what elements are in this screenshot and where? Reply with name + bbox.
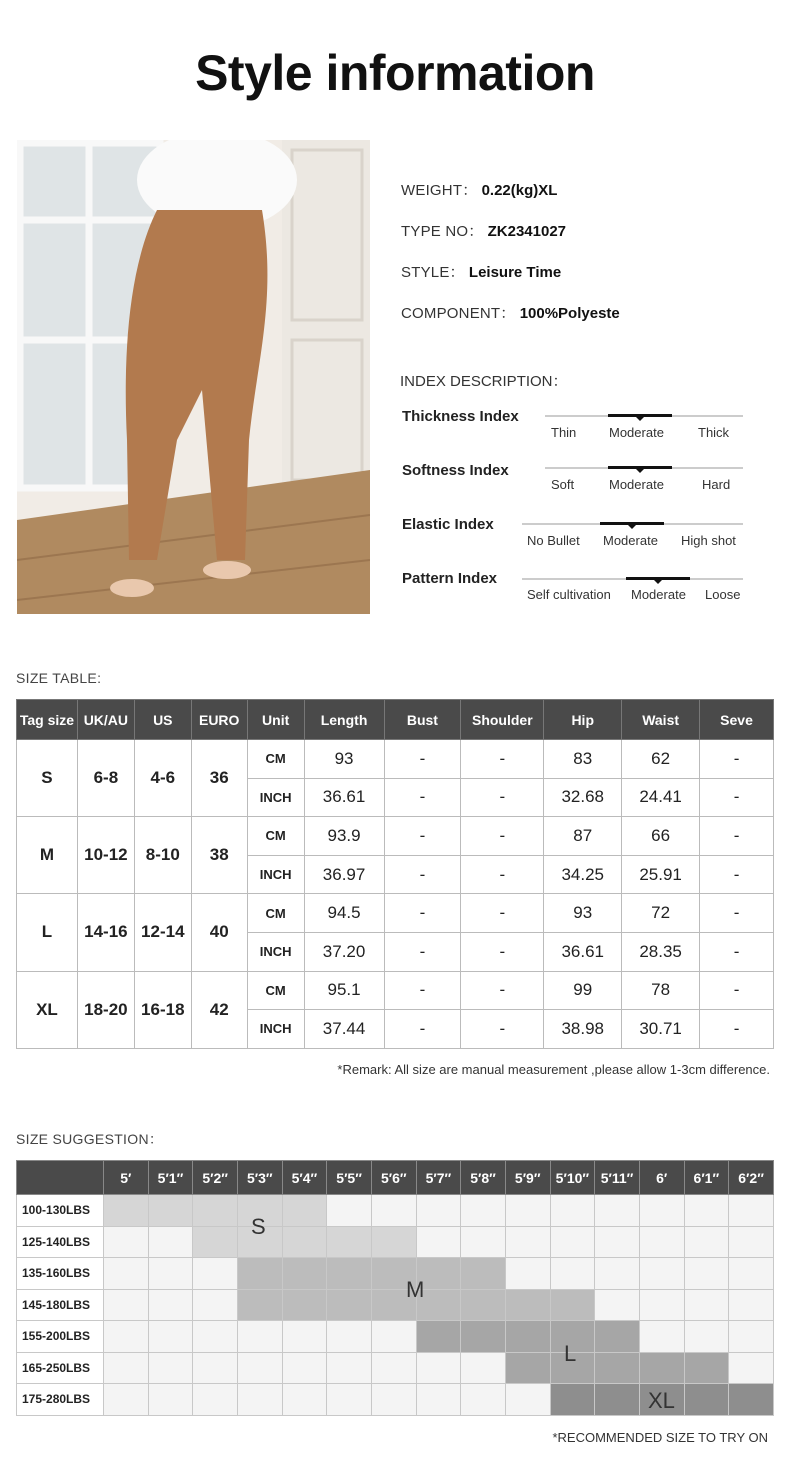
us-cell: 4-6: [134, 740, 191, 817]
measure-cell: -: [461, 894, 544, 933]
size-zone-cell: [461, 1258, 506, 1290]
header-waist: Waist: [622, 700, 700, 740]
weight-label: 125-140LBS: [17, 1226, 104, 1258]
size-zone-cell: [505, 1289, 550, 1321]
measure-cell: -: [461, 971, 544, 1010]
softness-option-soft: Soft: [551, 477, 575, 492]
euro-cell: 40: [191, 894, 247, 971]
elastic-option-moderate: Moderate: [603, 533, 658, 548]
empty-cell: [148, 1226, 193, 1258]
info-component: [401, 302, 620, 323]
header-uk-au: UK/AU: [77, 700, 134, 740]
elastic-index-pointer-icon: [628, 525, 636, 529]
height-header: 5′9″: [505, 1161, 550, 1195]
us-cell: 8-10: [134, 817, 191, 894]
empty-cell: [639, 1321, 684, 1353]
softness-option-hard: Hard: [702, 477, 731, 492]
size-zone-cell: [327, 1226, 372, 1258]
table-row: [17, 1195, 774, 1227]
measure-cell: 62: [622, 740, 700, 779]
measure-cell: 24.41: [622, 778, 700, 817]
header-us: US: [134, 700, 191, 740]
height-header: 5′8″: [461, 1161, 506, 1195]
euro-cell: 38: [191, 817, 247, 894]
size-remark: *Remark: All size are manual measurement ,please allow 1-3cm difference.: [337, 1062, 770, 1077]
empty-cell: [416, 1352, 461, 1384]
empty-cell: [639, 1258, 684, 1290]
size-zone-cell: [461, 1289, 506, 1321]
uk-au-cell: 18-20: [77, 971, 134, 1048]
measure-cell: 28.35: [622, 932, 700, 971]
empty-cell: [104, 1226, 149, 1258]
empty-cell: [282, 1384, 327, 1416]
thickness-index-label: Thickness Index: [402, 408, 519, 425]
empty-cell: [193, 1289, 238, 1321]
info-style-value: Leisure Time: [468, 264, 562, 281]
index-description-title: INDEX DESCRIPTION：: [400, 373, 568, 390]
size-table-header-row: [17, 700, 774, 740]
measure-cell: -: [700, 1010, 774, 1049]
measure-cell: -: [700, 740, 774, 779]
empty-cell: [505, 1226, 550, 1258]
empty-cell: [237, 1321, 282, 1353]
info-style: [401, 261, 561, 282]
unit-cell: CM: [247, 740, 304, 779]
size-zone-cell: [282, 1226, 327, 1258]
empty-cell: [550, 1195, 595, 1227]
table-row: [17, 1352, 774, 1384]
us-cell: 16-18: [134, 971, 191, 1048]
size-zone-cell: [505, 1352, 550, 1384]
measure-cell: -: [461, 855, 544, 894]
product-photo: [17, 140, 370, 614]
empty-cell: [684, 1289, 729, 1321]
recommended-note: *RECOMMENDED SIZE TO TRY ON: [552, 1430, 768, 1445]
softness-index-pointer-icon: [636, 469, 644, 473]
measure-cell: -: [461, 932, 544, 971]
measure-cell: 36.61: [304, 778, 384, 817]
empty-cell: [550, 1258, 595, 1290]
size-zone-cell: [595, 1384, 640, 1416]
empty-cell: [729, 1226, 774, 1258]
header-hip: Hip: [544, 700, 622, 740]
empty-cell: [684, 1258, 729, 1290]
info-type-value: ZK2341027: [487, 223, 567, 240]
size-zone-cell: [550, 1384, 595, 1416]
thickness-option-thin: Thin: [551, 425, 577, 440]
header-euro: EURO: [191, 700, 247, 740]
empty-cell: [282, 1352, 327, 1384]
tag-size-cell: XL: [17, 971, 78, 1048]
empty-cell: [595, 1195, 640, 1227]
zone-label-xl: XL: [648, 1388, 675, 1413]
thickness-option-moderate: Moderate: [609, 425, 664, 440]
measure-cell: -: [700, 932, 774, 971]
empty-cell: [104, 1321, 149, 1353]
measure-cell: 87: [544, 817, 622, 856]
pattern-index-pointer-icon: [654, 580, 662, 584]
height-header: 5′4″: [282, 1161, 327, 1195]
weight-label: 155-200LBS: [17, 1321, 104, 1353]
size-zone-cell: [684, 1384, 729, 1416]
height-header: 5′2″: [193, 1161, 238, 1195]
measure-cell: 30.71: [622, 1010, 700, 1049]
size-suggestion-table: [16, 1160, 774, 1416]
empty-cell: [104, 1384, 149, 1416]
zone-label-s: S: [251, 1214, 266, 1239]
weight-label: 175-280LBS: [17, 1384, 104, 1416]
header-unit: Unit: [247, 700, 304, 740]
header-bust: Bust: [384, 700, 461, 740]
softness-option-moderate: Moderate: [609, 477, 664, 492]
empty-cell: [729, 1321, 774, 1353]
empty-cell: [282, 1321, 327, 1353]
size-zone-cell: [193, 1226, 238, 1258]
measure-cell: -: [384, 778, 461, 817]
empty-cell: [729, 1289, 774, 1321]
measure-cell: -: [700, 817, 774, 856]
measure-cell: -: [384, 1010, 461, 1049]
measure-cell: 25.91: [622, 855, 700, 894]
size-suggestion-header-row: [17, 1161, 774, 1195]
tag-size-cell: M: [17, 817, 78, 894]
measure-cell: 38.98: [544, 1010, 622, 1049]
measure-cell: -: [461, 740, 544, 779]
page-title: Style information: [195, 45, 595, 101]
zone-label-m: M: [406, 1277, 425, 1302]
measure-cell: 36.61: [544, 932, 622, 971]
size-zone-cell: [416, 1321, 461, 1353]
measure-cell: 83: [544, 740, 622, 779]
measure-cell: -: [384, 817, 461, 856]
uk-au-cell: 6-8: [77, 740, 134, 817]
height-header: 6′2″: [729, 1161, 774, 1195]
empty-cell: [639, 1195, 684, 1227]
size-zone-cell: [148, 1195, 193, 1227]
measure-cell: -: [461, 778, 544, 817]
us-cell: 12-14: [134, 894, 191, 971]
empty-cell: [327, 1321, 372, 1353]
size-zone-cell: [684, 1352, 729, 1384]
empty-cell: [104, 1258, 149, 1290]
measure-cell: 93: [304, 740, 384, 779]
size-zone-cell: [371, 1226, 416, 1258]
size-zone-cell: [282, 1289, 327, 1321]
measure-cell: 66: [622, 817, 700, 856]
empty-cell: [193, 1352, 238, 1384]
header-corner: [17, 1161, 104, 1195]
size-zone-cell: [237, 1258, 282, 1290]
measure-cell: 93.9: [304, 817, 384, 856]
info-weight-key: WEIGHT：: [401, 182, 478, 199]
empty-cell: [684, 1195, 729, 1227]
measure-cell: 72: [622, 894, 700, 933]
info-component-key: COMPONENT：: [401, 305, 516, 322]
empty-cell: [684, 1226, 729, 1258]
empty-cell: [193, 1384, 238, 1416]
empty-cell: [595, 1258, 640, 1290]
euro-cell: 36: [191, 740, 247, 817]
height-header: 6′: [639, 1161, 684, 1195]
empty-cell: [371, 1384, 416, 1416]
empty-cell: [505, 1195, 550, 1227]
table-row: [17, 1289, 774, 1321]
table-row: [17, 740, 774, 779]
measure-cell: 37.44: [304, 1010, 384, 1049]
height-header: 5′3″: [237, 1161, 282, 1195]
size-zone-cell: [639, 1352, 684, 1384]
weight-label: 100-130LBS: [17, 1195, 104, 1227]
measure-cell: -: [461, 817, 544, 856]
empty-cell: [461, 1384, 506, 1416]
empty-cell: [104, 1352, 149, 1384]
measure-cell: 78: [622, 971, 700, 1010]
size-zone-cell: [193, 1195, 238, 1227]
size-zone-cell: [595, 1321, 640, 1353]
measure-cell: -: [700, 855, 774, 894]
empty-cell: [148, 1384, 193, 1416]
header-length: Length: [304, 700, 384, 740]
measure-cell: 37.20: [304, 932, 384, 971]
size-zone-cell: [595, 1352, 640, 1384]
empty-cell: [148, 1289, 193, 1321]
empty-cell: [729, 1195, 774, 1227]
unit-cell: INCH: [247, 1010, 304, 1049]
zone-label-l: L: [564, 1341, 577, 1366]
header-tag-size: Tag size: [17, 700, 78, 740]
size-table: [16, 699, 774, 1049]
table-row: [17, 1226, 774, 1258]
tag-size-cell: S: [17, 740, 78, 817]
info-type-key: TYPE NO：: [401, 223, 484, 240]
unit-cell: INCH: [247, 778, 304, 817]
thickness-index-pointer-icon: [636, 417, 644, 421]
empty-cell: [416, 1226, 461, 1258]
size-zone-cell: [327, 1258, 372, 1290]
unit-cell: INCH: [247, 855, 304, 894]
measure-cell: -: [384, 855, 461, 894]
empty-cell: [416, 1195, 461, 1227]
measure-cell: 36.97: [304, 855, 384, 894]
height-header: 5′6″: [371, 1161, 416, 1195]
header-shoulder: Shoulder: [461, 700, 544, 740]
empty-cell: [148, 1352, 193, 1384]
measure-cell: 32.68: [544, 778, 622, 817]
size-zone-cell: [282, 1258, 327, 1290]
uk-au-cell: 14-16: [77, 894, 134, 971]
table-row: [17, 1258, 774, 1290]
weight-label: 165-250LBS: [17, 1352, 104, 1384]
empty-cell: [505, 1384, 550, 1416]
measure-cell: -: [384, 971, 461, 1010]
empty-cell: [461, 1195, 506, 1227]
size-table-label: SIZE TABLE:: [16, 670, 102, 686]
table-row: [17, 1321, 774, 1353]
unit-cell: CM: [247, 971, 304, 1010]
empty-cell: [327, 1195, 372, 1227]
pattern-option-loose: Loose: [705, 587, 741, 602]
height-header: 5′11″: [595, 1161, 640, 1195]
measure-cell: 99: [544, 971, 622, 1010]
info-weight: [401, 179, 557, 200]
empty-cell: [505, 1258, 550, 1290]
table-row: [17, 817, 774, 856]
size-suggestion-label: SIZE SUGGESTION：: [16, 1131, 164, 1147]
measure-cell: 94.5: [304, 894, 384, 933]
unit-cell: INCH: [247, 932, 304, 971]
measure-cell: -: [461, 1010, 544, 1049]
pattern-option-self-cultivation: Self cultivation: [527, 587, 611, 602]
measure-cell: -: [384, 740, 461, 779]
size-zone-cell: [237, 1289, 282, 1321]
height-header: 5′: [104, 1161, 149, 1195]
empty-cell: [371, 1195, 416, 1227]
pattern-option-moderate: Moderate: [631, 587, 686, 602]
measure-cell: 95.1: [304, 971, 384, 1010]
measure-cell: -: [384, 894, 461, 933]
euro-cell: 42: [191, 971, 247, 1048]
empty-cell: [550, 1226, 595, 1258]
measure-cell: -: [700, 894, 774, 933]
info-type-no: [401, 220, 566, 241]
height-header: 5′1″: [148, 1161, 193, 1195]
measure-cell: 34.25: [544, 855, 622, 894]
weight-label: 135-160LBS: [17, 1258, 104, 1290]
empty-cell: [461, 1226, 506, 1258]
empty-cell: [193, 1258, 238, 1290]
measure-cell: -: [700, 778, 774, 817]
table-row: [17, 894, 774, 933]
height-header: 5′5″: [327, 1161, 372, 1195]
empty-cell: [237, 1384, 282, 1416]
size-zone-cell: [505, 1321, 550, 1353]
height-header: 6′1″: [684, 1161, 729, 1195]
size-zone-cell: [461, 1321, 506, 1353]
measure-cell: -: [384, 932, 461, 971]
empty-cell: [371, 1321, 416, 1353]
empty-cell: [639, 1289, 684, 1321]
empty-cell: [148, 1258, 193, 1290]
weight-label: 145-180LBS: [17, 1289, 104, 1321]
empty-cell: [371, 1352, 416, 1384]
empty-cell: [684, 1321, 729, 1353]
measure-cell: -: [700, 971, 774, 1010]
empty-cell: [104, 1289, 149, 1321]
empty-cell: [639, 1226, 684, 1258]
empty-cell: [729, 1352, 774, 1384]
empty-cell: [193, 1321, 238, 1353]
thickness-option-thick: Thick: [698, 425, 730, 440]
empty-cell: [416, 1384, 461, 1416]
elastic-option-high-shot: High shot: [681, 533, 736, 548]
size-zone-cell: [104, 1195, 149, 1227]
size-zone-cell: [327, 1289, 372, 1321]
empty-cell: [148, 1321, 193, 1353]
uk-au-cell: 10-12: [77, 817, 134, 894]
size-zone-cell: [550, 1289, 595, 1321]
table-row: [17, 971, 774, 1010]
info-component-value: 100%Polyeste: [519, 305, 620, 322]
info-style-key: STYLE：: [401, 264, 465, 281]
info-weight-value: 0.22(kg)XL: [481, 182, 558, 199]
elastic-index-label: Elastic Index: [402, 516, 494, 533]
empty-cell: [327, 1352, 372, 1384]
unit-cell: CM: [247, 894, 304, 933]
empty-cell: [595, 1289, 640, 1321]
unit-cell: CM: [247, 817, 304, 856]
softness-index-label: Softness Index: [402, 462, 509, 479]
empty-cell: [729, 1258, 774, 1290]
measure-cell: 93: [544, 894, 622, 933]
height-header: 5′10″: [550, 1161, 595, 1195]
header-seve: Seve: [700, 700, 774, 740]
empty-cell: [461, 1352, 506, 1384]
empty-cell: [595, 1226, 640, 1258]
size-zone-cell: [282, 1195, 327, 1227]
elastic-option-no-bullet: No Bullet: [527, 533, 580, 548]
size-zone-cell: [729, 1384, 774, 1416]
height-header: 5′7″: [416, 1161, 461, 1195]
tag-size-cell: L: [17, 894, 78, 971]
pattern-index-label: Pattern Index: [402, 570, 498, 587]
empty-cell: [327, 1384, 372, 1416]
empty-cell: [237, 1352, 282, 1384]
